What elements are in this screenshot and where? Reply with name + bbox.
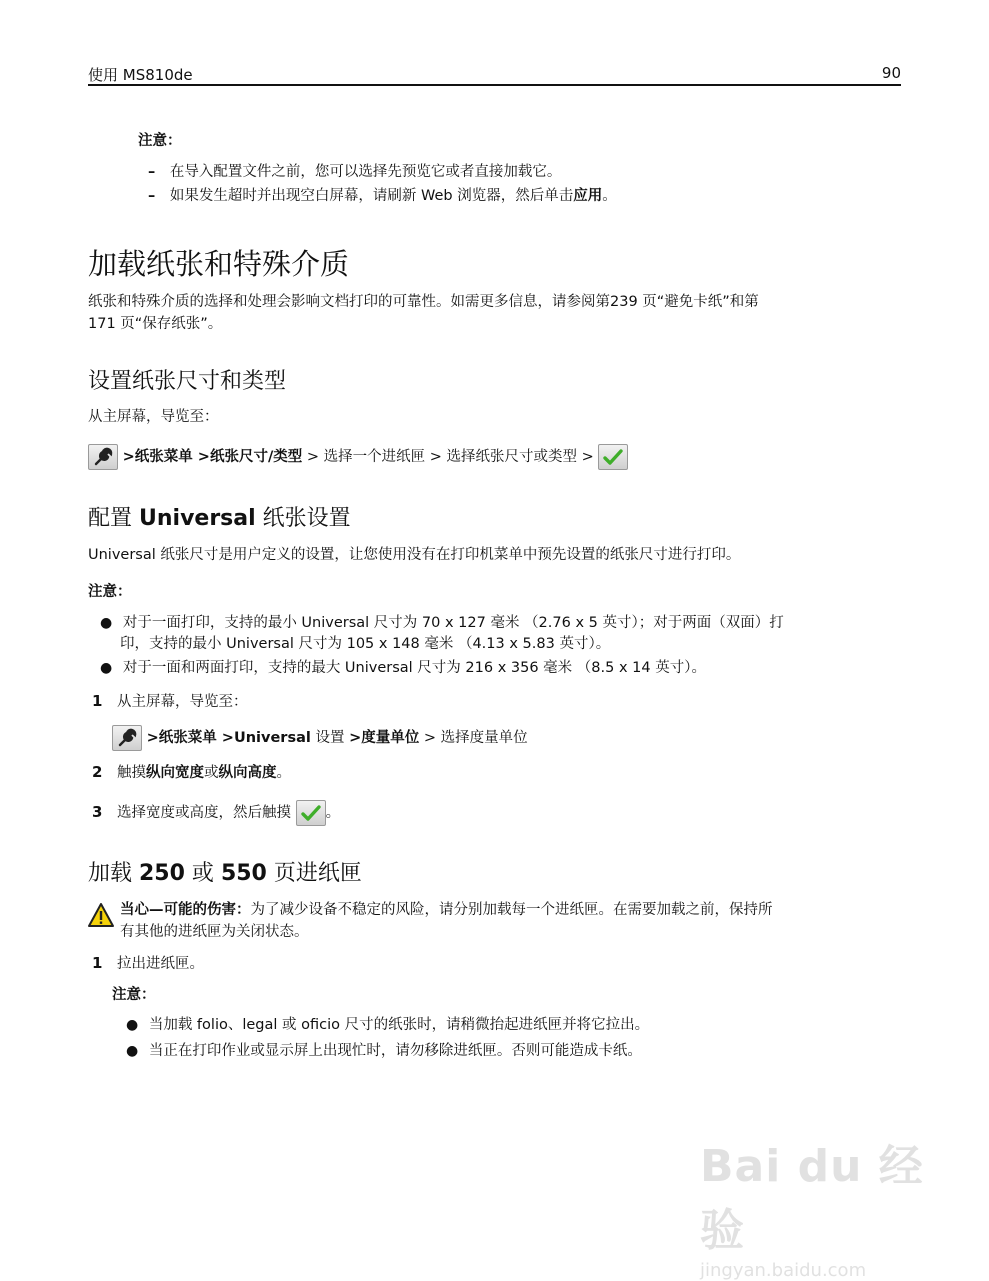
title-part: 加载: [88, 861, 139, 886]
watermark-logo: Bai du 经验: [700, 1141, 924, 1256]
title-bold: 550: [220, 861, 267, 886]
title-part: 或: [184, 861, 221, 886]
punct: 。: [602, 188, 617, 204]
title-part: 配置: [88, 506, 139, 531]
term-bold: 纵向高度: [218, 765, 277, 781]
section-paragraph: 纸张和特殊介质的选择和处理会影响文档打印的可靠性。如需更多信息，请参阅第239 页“避免卡纸”和第: [88, 294, 759, 310]
check-icon: [598, 444, 628, 470]
term-bold: 纵向宽度: [146, 765, 205, 781]
section-title-load-tray: [88, 860, 362, 888]
warning-line: 有其他的进纸匣为关闭状态。: [120, 924, 309, 940]
path-bold: >纸张菜单 >纸张尺寸/类型: [122, 449, 303, 465]
path-part: > 选择度量单位: [419, 730, 528, 746]
step-number: 1: [92, 692, 103, 710]
step: [92, 953, 204, 975]
title-part: 页进纸匣: [266, 861, 362, 886]
note-item-text: 在导入配置文件之前，您可以选择先预览它或者直接加载它。: [169, 164, 562, 180]
punct: 。: [325, 805, 341, 821]
note-item: [148, 162, 561, 183]
punct: 。: [276, 765, 292, 781]
wrench-icon: [112, 725, 142, 751]
note-label: 注意：: [112, 987, 156, 1003]
path-part: 设置: [310, 730, 350, 746]
title-bold: Universal: [139, 506, 256, 531]
list-item: [126, 1015, 649, 1036]
wrench-icon: [88, 444, 118, 470]
note-item-text: 如果发生超时并出现空白屏幕，请刷新 Web 浏览器，然后单击: [169, 188, 574, 204]
warning-icon: [87, 902, 115, 928]
path-bold: >纸张菜单 >Universal: [146, 730, 311, 746]
bullet: ●: [100, 615, 113, 631]
step-text: 触摸: [117, 765, 147, 781]
bullet: ●: [126, 1043, 139, 1059]
bullet: ●: [100, 660, 113, 676]
dash-marker: –: [148, 164, 156, 180]
note-label: 注意：: [138, 133, 182, 149]
list-item-text: 对于一面和两面打印，支持的最大 Universal 尺寸为 216 x 356 毫米 （8.5 x 14 英寸）。: [122, 660, 706, 676]
warning-line: 为了减少设备不稳定的风险，请分别加载每一个进纸匣。在需要加载之前，保持所: [250, 902, 773, 918]
section-title-load-paper: 加载纸张和特殊介质: [88, 247, 350, 281]
warning-label: 当心—可能的伤害：: [120, 902, 251, 918]
warning-text: [120, 900, 773, 921]
watermark-url: jingyan.baidu.com: [700, 1260, 867, 1281]
step-text: 拉出进纸匣。: [117, 956, 205, 972]
menu-path: [112, 725, 528, 751]
list-item-text: 对于一面打印，支持的最小 Universal 尺寸为 70 x 127 毫米 （2.76 x 5 英寸）；对于两面（双面）打: [122, 615, 784, 631]
path-bold: >度量单位: [349, 730, 420, 746]
step-text: 选择宽度或高度，然后触摸: [117, 805, 292, 821]
step: [92, 691, 248, 713]
step-text: 从主屏幕，导览至：: [117, 694, 248, 710]
running-header-title: 使用 MS810de: [88, 66, 193, 84]
intro-text: 从主屏幕，导览至：: [88, 409, 219, 425]
baidu-watermark: [700, 1130, 930, 1281]
list-item: [100, 613, 784, 634]
section-title-universal: [88, 505, 351, 533]
list-item-text: 当正在打印作业或显示屏上出现忙时，请勿移除进纸匣。否则可能造成卡纸。: [148, 1043, 642, 1059]
bullet: ●: [126, 1017, 139, 1033]
apply-term: 应用: [573, 188, 603, 204]
step-number: 3: [92, 803, 103, 821]
check-icon: [296, 800, 326, 826]
step-text: 或: [204, 765, 219, 781]
list-item: [126, 1041, 642, 1062]
title-bold: 250: [139, 861, 185, 886]
section-title-paper-size: 设置纸张尺寸和类型: [88, 369, 287, 394]
step-number: 1: [92, 954, 103, 972]
title-part: 纸张设置: [255, 506, 351, 531]
menu-path: [88, 444, 628, 470]
intro-text: Universal 纸张尺寸是用户定义的设置，让您使用没有在打印机菜单中预先设置的纸张尺寸进行打印。: [88, 547, 741, 563]
list-item-text: 当加载 folio、legal 或 oficio 尺寸的纸张时，请稍微抬起进纸匣并将它拉出。: [148, 1017, 650, 1033]
page-number: 90: [881, 64, 901, 82]
list-item: [100, 658, 706, 679]
step: [92, 762, 291, 784]
dash-marker: –: [148, 188, 156, 204]
note-item: [148, 186, 617, 207]
section-paragraph: 171 页“保存纸张”。: [88, 316, 223, 332]
step-number: 2: [92, 763, 103, 781]
header-rule: [88, 84, 901, 86]
list-item-continued: 印，支持的最小 Universal 尺寸为 105 x 148 毫米 （4.13 x 5.83 英寸）。: [120, 636, 611, 652]
note-label: 注意：: [88, 584, 132, 600]
path-rest: > 选择一个进纸匣 > 选择纸张尺寸或类型 >: [302, 449, 594, 465]
step: [92, 800, 340, 826]
